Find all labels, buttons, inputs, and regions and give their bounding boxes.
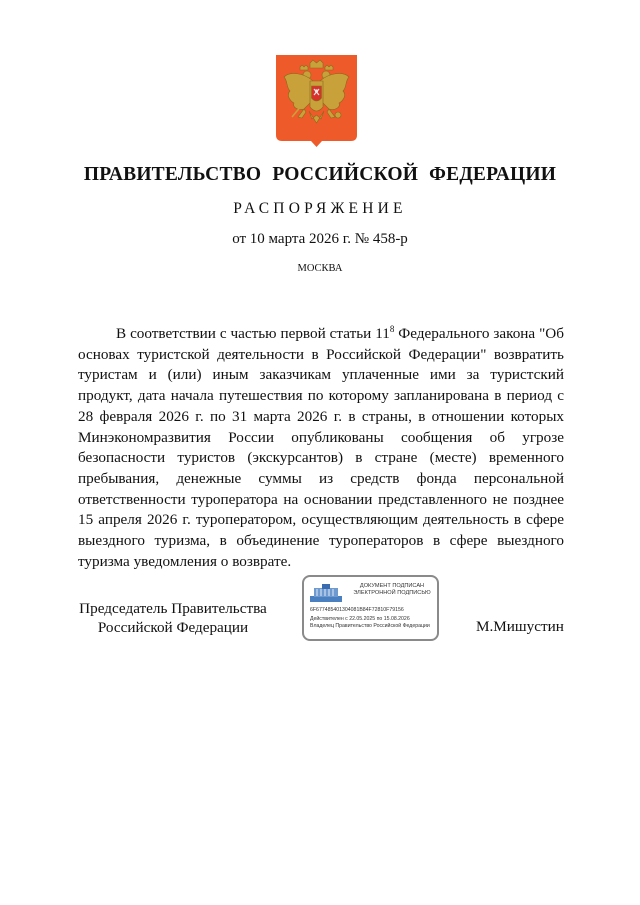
body-text-part-1: В соответствии с частью первой статьи 11: [116, 325, 390, 342]
article-superscript: 8: [389, 323, 395, 334]
document-city: МОСКВА: [297, 263, 343, 274]
issuer-title: ПРАВИТЕЛЬСТВО РОССИЙСКОЙ ФЕДЕРАЦИИ: [83, 164, 557, 185]
russian-coat-of-arms-icon: [276, 55, 357, 147]
document-type: РАСПОРЯЖЕНИЕ: [233, 200, 407, 217]
stamp-heading-line-1: ДОКУМЕНТ ПОДПИСАН: [359, 583, 425, 589]
stamp-certificate-number: 6F677485401304081B84F72810F79156: [310, 607, 404, 613]
stamp-heading-line-2: ЭЛЕКТРОННОЙ ПОДПИСЬЮ: [353, 590, 431, 596]
signatory-position: [78, 599, 268, 637]
stamp-owner: Владелец Правительство Российской Федерации: [310, 623, 430, 629]
signatory-position-line-2: Российской Федерации: [97, 619, 249, 636]
stamp-heading: [346, 583, 438, 597]
government-building-icon: [308, 582, 344, 604]
order-body-paragraph: [78, 324, 564, 572]
stamp-validity: Действителен с 22.05.2025 по 15.08.2026: [310, 616, 410, 622]
electronic-signature-stamp: [302, 575, 439, 641]
signatory-name: М.Мишустин: [476, 618, 564, 635]
document-date-number: от 10 марта 2026 г. № 458-р: [232, 231, 408, 247]
signatory-position-line-1: Председатель Правительства: [79, 600, 267, 617]
body-text-part-2: Федерального закона "Об основах туристской деятельности в Российской Федерации" возвратить туристам и (или) иным заказчикам уплаченные ими за туристский продукт, дата начала путешествия по которому запланирована в период с 28 февраля 2026 г. по 31 марта 2026 г. в страны, в отношении которых Минэкономразвития России опубликованы сообщения об угрозе безопасности туристов (экскурсантов) в стране (месте) временного пребывания, денежные суммы из средств фонда персональной ответственности туроператора на основании представленного не позднее 15 апреля 2026 г. туроператором, осуществляющим деятельность в сфере выездного туризма, в объединение туроператоров в сфере выездного туризма уведомления о возврате.: [78, 325, 564, 570]
